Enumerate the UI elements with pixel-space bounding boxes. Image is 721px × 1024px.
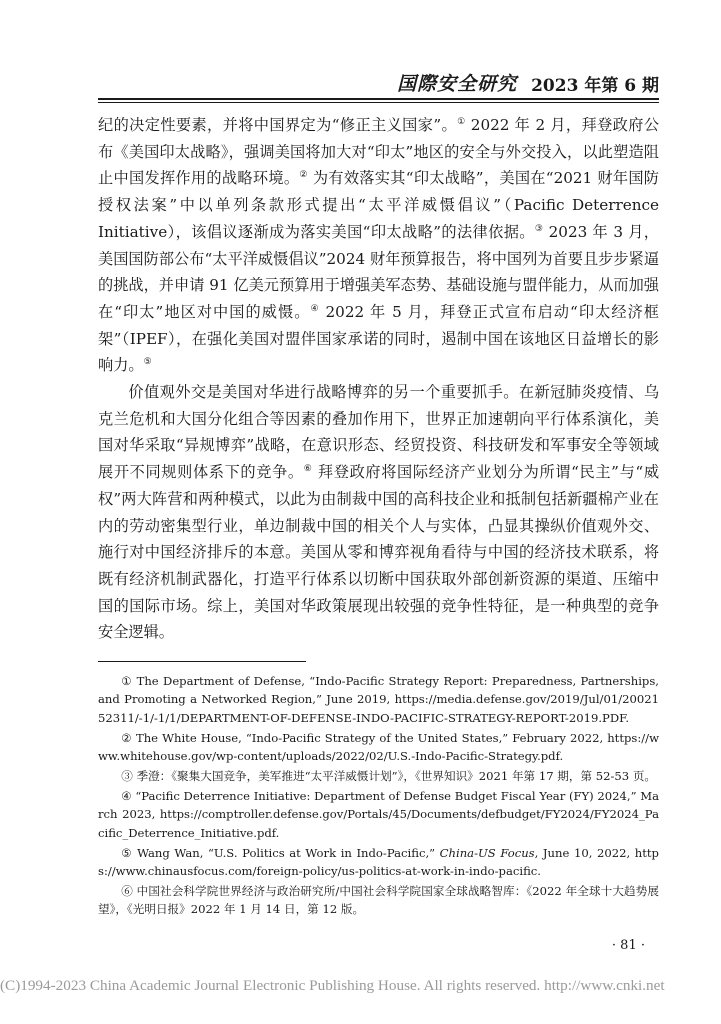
footnote-number: ⑤ <box>121 845 133 860</box>
header-rule <box>98 98 659 103</box>
italic-title: China-US Focus <box>439 845 535 860</box>
footnote <box>98 787 659 842</box>
footnote-ref: ② <box>299 170 308 181</box>
text-run: The Department of Defense, “Indo-Pacific Strategy Report: Preparedness, Partnerships, and Promoting a Networked Region,” June 2019, https://media.defense.gov/2019/Jul/01/2002152311/-1/-1/1/DEPARTMENT-OF-DEFENSE-INDO-PACIFIC-STRATEGY-REPORT-2019.PDF. <box>98 674 659 725</box>
text-run: 2022 年 2 月，拜登政府公布《美国印太战略》，强调美国将加大对“印太”地区的安全与外交投入，以此塑造阻止中国发挥作用的战略环境。 <box>98 116 660 188</box>
footnote-rule <box>98 661 306 662</box>
footnote-number: ③ <box>121 769 133 784</box>
footnote <box>98 729 659 766</box>
issue-label: 2023 年第 6 期 <box>531 76 659 96</box>
paragraph-2 <box>98 379 659 646</box>
footnote <box>98 672 659 727</box>
journal-name: 国際安全研究 <box>397 73 518 95</box>
main-text <box>98 112 659 646</box>
paragraph-1 <box>98 112 659 379</box>
footnote-ref: ① <box>457 116 466 127</box>
text-run: 中国社会科学院世界经济与政治研究所/中国社会科学院国家全球战略智库：《2022 年全球十大趋势展望》，《光明日报》2022 年 1 月 14 日，第 12 版。 <box>98 883 659 917</box>
text-run: The White House, “Indo-Pacific Strategy of the United States,” February 2022, https://www.whitehouse.gov/wp-content/uploads/2022/02/U.S.-Indo-Pacific-Strategy.pdf. <box>98 730 659 764</box>
text-run: 2023 年 3 月，美国国防部公布“太平洋威慑倡议”2024 财年预算报告，将中国列为首要且步步紧逼的挑战，并申请 91 亿美元预算用于增强美军态势、基础设施与盟伴能力，从而加强在“印太”地区对中国的威慑。 <box>98 222 659 321</box>
text-run: 季澄：《聚集大国竞争，美军推进“太平洋威慑计划”》，《世界知识》2021 年第 17 期，第 52-53 页。 <box>136 769 657 784</box>
footnote-ref: ⑤ <box>143 357 152 368</box>
running-header <box>397 70 659 96</box>
footnotes <box>98 672 659 920</box>
page-number: · 81 · <box>611 938 645 953</box>
text-run: 拜登政府将国际经济产业划分为所谓“民主”与“威权”两大阵营和两种模式，以此为由制裁中国的高科技企业和抵制包括新疆棉产业在内的劳动密集型行业，单边制裁中国的相关个人与实体，凸显其操纵价值观外交、施行对中国经济排斥的本意。美国从零和博弈视角看待与中国的经济技术联系，将既有经济机制武器化，打造平行体系以切断中国获取外部创新资源的渠道、压缩中国的国际市场。综上，美国对华政策展现出较强的竞争性特征，是一种典型的竞争安全逻辑。 <box>98 463 660 642</box>
footnote <box>98 882 659 919</box>
footnote-number: ⑥ <box>121 883 133 898</box>
text-run: 为有效落实其“印太战略”，美国在“2021 财年国防授权法案”中以单列条款形式提出“太平洋威慑倡议”（Pacific Deterrence Initiative），该倡议逐渐成为落实美国“印太战略”的法律依据。 <box>98 169 659 241</box>
footnote-ref: ③ <box>534 223 544 234</box>
text-run: , June 10, 2022, https://www.chinausfocus.com/foreign-policy/us-politics-at-work-in-indo-pacific. <box>98 845 659 879</box>
footnote-number: ④ <box>121 788 132 803</box>
footnote-number: ① <box>121 674 133 688</box>
footnote-ref: ⑥ <box>303 464 313 475</box>
text-run: 价值观外交是美国对华进行战略博弈的另一个重要抓手。在新冠肺炎疫情、乌克兰危机和大国分化组合等因素的叠加作用下，世界正加速朝向平行体系演化，美国对华采取“异规博弈”战略，在意识形态、经贸投资、科技研发和军事安全等领域展开不同规则体系下的竞争。 <box>98 383 659 482</box>
footnote <box>98 767 659 785</box>
copyright-line: (C)1994-2023 China Academic Journal Electronic Publishing House. All rights reserved. http://www.cnki.net <box>0 977 665 994</box>
text-run: 2022 年 5 月，拜登正式宣布启动“印太经济框架”（IPEF），在强化美国对盟伴国家承诺的同时，遏制中国在该地区日益增长的影响力。 <box>98 302 659 375</box>
text-run: Wang Wan, “U.S. Politics at Work in Indo-Pacific,” <box>137 845 440 860</box>
text-run: 纪的决定性要素，并将中国界定为“修正主义国家”。 <box>98 116 458 134</box>
footnote-number: ② <box>121 730 132 745</box>
text-run: “Pacific Deterrence Initiative: Department of Defense Budget Fiscal Year (FY) 2024,” March 2023, https://comptroller.defense.gov/Portals/45/Documents/defbudget/FY2024/FY2024_Pacific_Deterrence_Initiative.pdf. <box>98 788 660 840</box>
footnote-ref: ④ <box>310 303 320 314</box>
footnote <box>98 844 659 881</box>
